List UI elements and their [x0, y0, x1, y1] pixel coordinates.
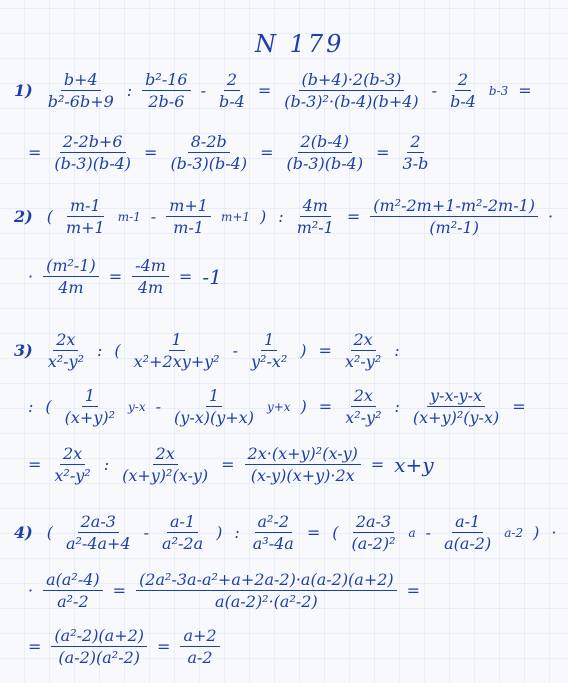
open-paren: ( [46, 207, 53, 226]
problem-1-line-2 [26, 132, 431, 173]
numerator: -4m [132, 256, 169, 277]
numerator: (m²-1) [43, 256, 99, 277]
common-denominator-multiplier: b-3 [488, 83, 509, 98]
denominator: b²-6b+9 [47, 92, 114, 111]
numerator: 2a-3 [353, 512, 394, 533]
equals-sign: = [512, 397, 526, 416]
fraction [132, 256, 169, 297]
equals-sign: = [376, 143, 390, 162]
numerator: (a²-2)(a+2) [51, 626, 147, 647]
denominator: (a-2)² [351, 534, 396, 553]
operator: : [394, 397, 400, 416]
fraction [342, 330, 384, 371]
denominator: a²-2a [162, 534, 204, 553]
numerator: 2(b-4) [298, 132, 353, 153]
denominator: (b-3)(b-4) [286, 154, 364, 173]
denominator: 4m [58, 278, 84, 297]
denominator: 2b-6 [148, 92, 185, 111]
denominator: 3-b [402, 154, 429, 173]
numerator: 4m [300, 196, 331, 217]
numerator: b+4 [61, 70, 101, 91]
numerator: a-1 [452, 512, 483, 533]
fraction [51, 626, 147, 667]
equals-sign: = [28, 455, 42, 474]
problem-4-line-3 [26, 626, 220, 667]
fraction [245, 444, 361, 485]
problem-3-line-1 [14, 330, 402, 371]
fraction [281, 70, 421, 111]
denominator: x²-y² [47, 352, 84, 371]
common-denominator-multiplier: a-2 [504, 525, 524, 540]
denominator: (x+y)² [64, 408, 116, 427]
fraction [171, 386, 257, 427]
numerator: (2a²-3a-a²+a+2a-2)·a(a-2)(a+2) [136, 570, 397, 591]
denominator: m+1 [65, 218, 105, 237]
numerator: 1 [261, 330, 277, 351]
denominator: a²-4a+4 [65, 534, 131, 553]
denominator: a(a-2) [444, 534, 492, 553]
equals-sign: = [306, 523, 321, 542]
numerator: 2 [224, 70, 240, 91]
common-denominator-multiplier: a [408, 525, 416, 540]
fraction [62, 386, 118, 427]
equals-sign: = [178, 267, 193, 286]
numerator: 8-2b [188, 132, 230, 153]
equals-sign: = [257, 81, 272, 100]
operator: - [232, 341, 238, 360]
numerator: 2-2b+6 [60, 132, 126, 153]
equals-sign: = [28, 143, 42, 162]
denominator: a²-2 [57, 592, 89, 611]
denominator: (b-3)(b-4) [54, 154, 132, 173]
equals-sign: = [260, 143, 274, 162]
equals-sign: = [108, 267, 123, 286]
numerator: 1 [169, 330, 185, 351]
equals-sign: = [112, 581, 127, 600]
numerator: (b+4)·2(b-3) [299, 70, 405, 91]
open-paren: ( [332, 523, 339, 542]
fraction [216, 70, 248, 111]
open-paren: ( [46, 523, 53, 542]
numerator: a²-2 [255, 512, 293, 533]
fraction [248, 330, 290, 371]
numerator: a+2 [180, 626, 219, 647]
fraction [119, 444, 211, 485]
numerator: (m²-2m+1-m²-2m-1) [370, 196, 538, 217]
problem-2-line-1 [14, 196, 555, 237]
problem-3-line-2 [26, 386, 528, 427]
fraction [410, 386, 502, 427]
numerator: 1 [82, 386, 98, 407]
operator: : [103, 455, 110, 474]
fraction [441, 512, 494, 553]
problem-1-label: 1) [14, 81, 33, 100]
equals-sign: = [346, 207, 361, 226]
numerator: m+1 [166, 196, 211, 217]
denominator: m²-1 [296, 218, 334, 237]
operator: : [394, 341, 400, 360]
denominator: y²-x² [251, 352, 288, 371]
equals-sign: = [157, 637, 171, 656]
numerator: 2x [60, 444, 85, 465]
fraction [348, 512, 398, 553]
fraction [400, 132, 432, 173]
numerator: b²-16 [142, 70, 190, 91]
common-denominator-multiplier: y+x [266, 399, 291, 414]
close-paren: ) [533, 523, 540, 542]
equals-sign: = [221, 455, 235, 474]
dot-operator: · [551, 523, 557, 542]
problem-4-line-2 [26, 570, 422, 611]
problem-4-label: 4) [14, 523, 33, 542]
problem-2-line-2 [26, 256, 222, 297]
fraction [43, 256, 99, 297]
operator: : [28, 397, 34, 416]
problem-3-label: 3) [14, 341, 33, 360]
fraction [167, 132, 250, 173]
dot-operator: · [28, 267, 34, 286]
numerator: 2x [153, 444, 178, 465]
common-denominator-multiplier: m+1 [220, 209, 251, 224]
close-paren: ) [260, 207, 267, 226]
numerator: y-x-y-x [427, 386, 485, 407]
common-denominator-multiplier: m-1 [117, 209, 141, 224]
equals-sign: = [370, 455, 385, 474]
denominator: b-4 [219, 92, 245, 111]
denominator: a(a-2)²·(a²-2) [215, 592, 318, 611]
denominator: x²-y² [344, 352, 382, 371]
numerator: 2x·(x+y)²(x-y) [245, 444, 361, 465]
fraction [166, 196, 211, 237]
operator: : [278, 207, 284, 226]
fraction [159, 512, 206, 553]
fraction [342, 386, 384, 427]
fraction [142, 70, 190, 111]
open-paren: ( [45, 397, 52, 416]
operator: - [425, 523, 432, 542]
equals-sign: = [318, 397, 333, 416]
operator: - [150, 207, 157, 226]
operator: - [155, 397, 162, 416]
exercise-number: N 179 [255, 30, 345, 58]
numerator: 2 [407, 132, 423, 153]
fraction [370, 196, 538, 237]
denominator: (x-y)(x+y)·2x [250, 466, 355, 485]
fraction [136, 570, 397, 611]
numerator: 1 [206, 386, 222, 407]
result: -1 [202, 264, 222, 289]
fraction [131, 330, 223, 371]
dot-operator: · [548, 207, 554, 226]
close-paren: ) [300, 397, 307, 416]
fraction [63, 512, 134, 553]
fraction [447, 70, 479, 111]
numerator: m-1 [67, 196, 104, 217]
fraction [51, 132, 134, 173]
denominator: a³-4a [252, 534, 294, 553]
numerator: 2x [351, 330, 376, 351]
problem-1-line-1 [14, 70, 534, 111]
fraction [250, 512, 297, 553]
equals-sign: = [318, 341, 332, 360]
denominator: 4m [137, 278, 164, 297]
denominator: x²-y² [54, 466, 91, 485]
open-paren: ( [114, 341, 121, 360]
denominator: (a-2)(a²-2) [58, 648, 141, 667]
dot-operator: · [28, 581, 34, 600]
denominator: x²+2xy+y² [133, 352, 220, 371]
operator: - [143, 523, 150, 542]
equals-sign: = [28, 637, 42, 656]
numerator: 2x [351, 386, 376, 407]
numerator: 2x [53, 330, 78, 351]
denominator: (x+y)²(y-x) [412, 408, 500, 427]
common-denominator-multiplier: y-x [128, 399, 146, 414]
denominator: (b-3)(b-4) [170, 154, 248, 173]
equals-sign: = [144, 143, 158, 162]
denominator: (x+y)²(x-y) [122, 466, 209, 485]
denominator: a-2 [187, 648, 213, 667]
numerator: 2 [455, 70, 471, 91]
fraction [294, 196, 337, 237]
denominator: (m²-1) [429, 218, 479, 237]
fraction [283, 132, 366, 173]
fraction [63, 196, 108, 237]
fraction [43, 570, 103, 611]
result: x+y [394, 452, 434, 477]
operator: : [97, 341, 103, 360]
problem-4-line-1 [14, 512, 558, 553]
equals-sign: = [406, 581, 421, 600]
problem-2-label: 2) [14, 207, 33, 226]
numerator: a-1 [167, 512, 198, 533]
denominator: (b-3)²·(b-4)(b+4) [284, 92, 419, 111]
close-paren: ) [216, 523, 223, 542]
numerator: a(a²-4) [43, 570, 103, 591]
fraction [180, 626, 219, 667]
fraction [45, 70, 117, 111]
operator: - [431, 81, 438, 100]
fraction [51, 444, 93, 485]
denominator: x²-y² [345, 408, 382, 427]
close-paren: ) [300, 341, 307, 360]
denominator: m-1 [173, 218, 204, 237]
problem-3-line-3 [26, 444, 434, 485]
operator: - [200, 81, 206, 100]
fraction [45, 330, 87, 371]
denominator: b-4 [450, 92, 476, 111]
equals-sign: = [518, 81, 532, 100]
operator: : [234, 523, 240, 542]
numerator: 2a-3 [78, 512, 119, 533]
denominator: (y-x)(y+x) [174, 408, 254, 427]
operator: : [126, 81, 133, 100]
